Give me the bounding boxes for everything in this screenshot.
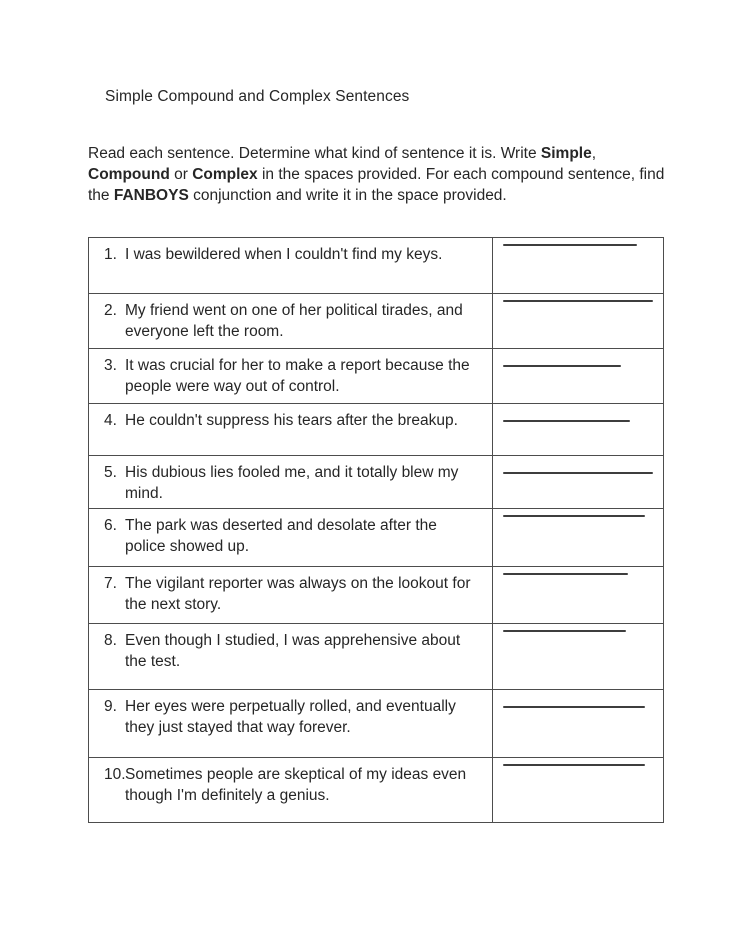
answer-blank-line[interactable] [503,630,626,632]
answer-area [499,515,657,522]
instructions-line [88,164,673,185]
answer-area [499,462,657,474]
sentence-text-line: they just stayed that way forever. [125,719,351,736]
sentence-text-line: though I'm definitely a genius. [125,787,330,804]
sentence-text-line: It was crucial for her to make a report because the [125,357,470,374]
sentence-number: 9. [104,698,117,715]
sentence-text-line: the test. [125,653,181,670]
sentence-number: 6. [104,517,117,534]
sentence-cell [89,349,493,404]
answer-blank-line[interactable] [503,420,630,422]
answer-cell [493,456,664,509]
page-title: Simple Compound and Complex Sentences [105,88,410,105]
sentence-text-line: everyone left the room. [125,323,284,340]
sentence-text-line: I was bewildered when I couldn't find my keys. [125,246,443,263]
sentence-cell [89,567,493,624]
sentence-number: 10. [104,766,126,783]
table-row [89,758,664,823]
table-row [89,349,664,404]
sentence-text-line: Even though I studied, I was apprehensive about [125,632,461,649]
answer-area [499,630,657,637]
sentence [104,696,484,738]
sentence-text-line: The park was deserted and desolate after the [125,517,437,534]
instructions-text: , [591,145,597,162]
table-row [89,567,664,624]
answer-area [499,300,657,307]
table-row [89,238,664,294]
instructions-line [88,185,673,206]
sentence-number: 7. [104,575,117,592]
instructions-bold-term: FANBOYS [113,187,189,204]
table-row [89,509,664,567]
answer-blank-line[interactable] [503,244,637,246]
table-row [89,624,664,690]
sentence-text-line: He couldn't suppress his tears after the breakup. [125,412,458,429]
sentence-text-line: The vigilant reporter was always on the lookout for [125,575,471,592]
instructions-text: Read each sentence. Determine what kind of sentence it is. Write [88,145,541,162]
sentence-text-line: the next story. [125,596,222,613]
sentence-number: 3. [104,357,117,374]
answer-area [499,244,657,251]
answer-area [499,764,657,771]
instructions-paragraph [88,143,673,206]
sentence [104,300,484,342]
instructions-text: or [169,166,193,183]
sentence-cell [89,238,493,294]
sentence [104,630,484,672]
answer-blank-line[interactable] [503,472,653,474]
table-row [89,294,664,349]
instructions-bold-term: Compound [88,166,170,183]
sentence-text-line: people were way out of control. [125,378,340,395]
sentence-cell [89,509,493,567]
sentence-text-line: police showed up. [125,538,250,555]
instructions-bold-term: Simple [540,145,592,162]
sentence-cell [89,404,493,456]
sentence [104,573,484,615]
sentence-cell [89,690,493,758]
sentence-cell [89,294,493,349]
answer-cell [493,624,664,690]
answer-cell [493,349,664,404]
sentence-number: 1. [104,246,117,263]
answer-cell [493,567,664,624]
instructions-line [88,143,673,164]
answer-cell [493,509,664,567]
sentence-text-line: My friend went on one of her political tirades, and [125,302,463,319]
sentence [104,462,484,504]
instructions-text: conjunction and write it in the space provided. [188,187,507,204]
sentence-number: 8. [104,632,117,649]
sentence-number: 2. [104,302,117,319]
answer-area [499,410,657,422]
sentence-cell [89,624,493,690]
answer-blank-line[interactable] [503,573,628,575]
table-row [89,690,664,758]
instructions-text: in the spaces provided. For each compound sentence, find [257,166,665,183]
answer-area [499,355,657,367]
answer-cell [493,294,664,349]
sentence-cell [89,758,493,823]
table-row [89,456,664,509]
sentence-text-line: mind. [125,485,163,502]
sentence-number: 5. [104,464,117,481]
sentence-number: 4. [104,412,117,429]
answer-blank-line[interactable] [503,300,653,302]
instructions-bold-term: Complex [192,166,258,183]
answer-blank-line[interactable] [503,365,621,367]
answer-blank-line[interactable] [503,706,645,708]
answer-area [499,573,657,580]
sentences-table [88,237,664,823]
sentence-text-line: Her eyes were perpetually rolled, and eventually [125,698,456,715]
answer-cell [493,690,664,758]
sentence [104,764,484,806]
answer-cell [493,758,664,823]
sentence [104,410,484,431]
sentence [104,355,484,397]
answer-blank-line[interactable] [503,515,645,517]
answer-cell [493,238,664,294]
answer-cell [493,404,664,456]
sentence-cell [89,456,493,509]
sentence-text-line: His dubious lies fooled me, and it totally blew my [125,464,459,481]
table-row [89,404,664,456]
sentence [104,244,484,265]
sentence-text-line: Sometimes people are skeptical of my ideas even [125,766,467,783]
instructions-text: the [88,187,114,204]
answer-blank-line[interactable] [503,764,645,766]
answer-area [499,696,657,708]
sentence [104,515,484,557]
